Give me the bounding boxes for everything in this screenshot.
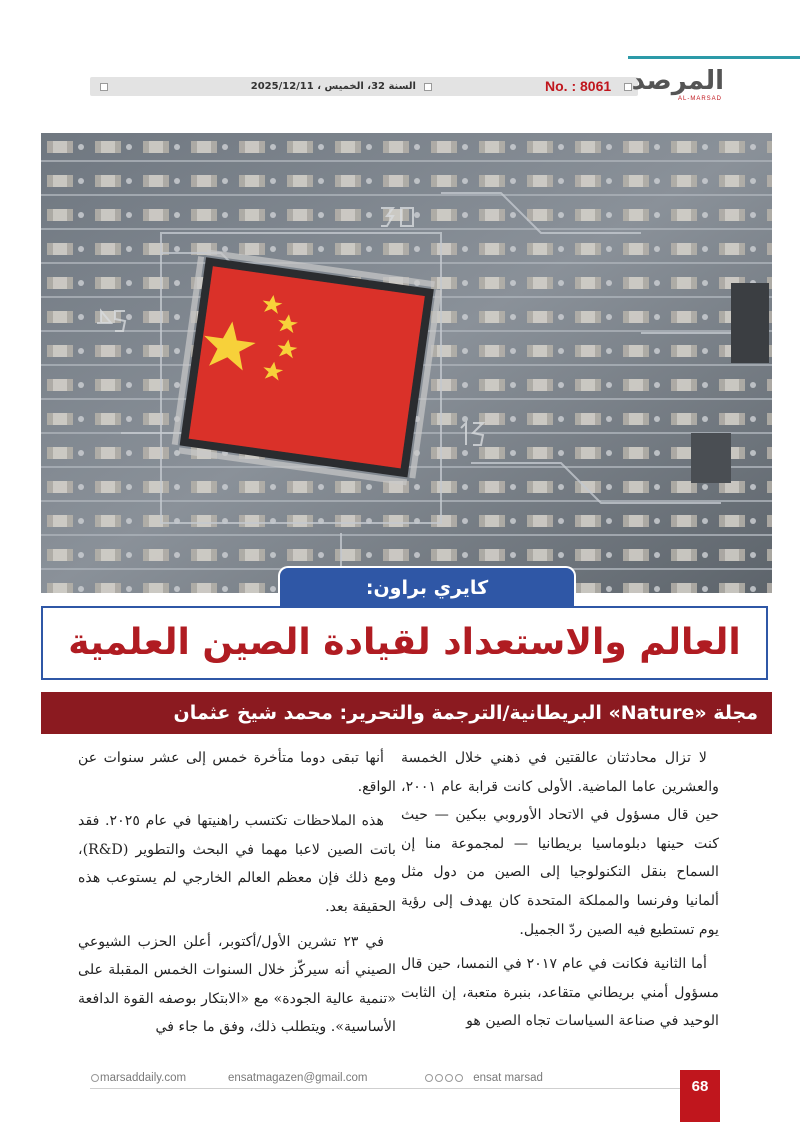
byline-bar: مجلة «Nature» البريطانية/الترجمة والتحرير: محمد شيخ عثمان <box>41 692 772 734</box>
header-bullet <box>424 83 432 91</box>
article-column-right <box>401 744 719 1042</box>
paragraph: في ٢٣ تشرين الأول/أكتوبر، أعلن الحزب الشيوعي الصيني أنه سيركّز خلال السنوات الخمس المقبلة على «تنمية عالية الجودة» مع «الابتكار بوصفه القوة الدافعة الأساسية». ويتطلب ذلك، وفق ما جاء في <box>78 933 396 1036</box>
hero-image <box>41 133 772 593</box>
instagram-icon <box>445 1074 453 1082</box>
publication-logo <box>631 66 724 104</box>
youtube-icon <box>455 1074 463 1082</box>
article-title: العالم والاستعداد لقيادة الصين العلمية <box>68 622 741 663</box>
facebook-icon <box>425 1074 433 1082</box>
title-box <box>41 606 768 680</box>
footer-social[interactable] <box>424 1070 543 1086</box>
article-column-left <box>78 744 396 1048</box>
header-accent-line <box>628 56 800 59</box>
twitter-icon <box>435 1074 443 1082</box>
logo-text: المرصد <box>631 66 724 96</box>
header-bullet <box>100 83 108 91</box>
paragraph: هذه الملاحظات تكتسب راهنيتها في عام ٢٠٢٥. فقد باتت الصين لاعبا مهما في البحث والتطوير (R&D)، ومع ذلك فإن معظم العالم الخارجي لم يستوعب هذه الحقيقة بعد. <box>78 813 396 915</box>
website-text: marsaddaily.com <box>100 1072 187 1084</box>
globe-icon <box>91 1074 99 1082</box>
author-tab: كايري براون: <box>278 566 576 610</box>
paragraph: لا تزال محادثتان عالقتين في ذهني خلال الخمسة والعشرين عاما الماضية. الأولى كانت قرابة عام ٢٠٠١، حين قال مسؤول في الاتحاد الأوروبي ببكين — حيث كنت حينها دبلوماسيا بريطانيا — لمجموعة منا إن السماح بنقل التكنولوجيا إلى الصين من دول مثل ألمانيا وفرنسا والمملكة المتحدة كان يهدف إلى رؤية يوم تستطيع فيه الصين ردّ الجميل. <box>401 750 719 938</box>
footer-website[interactable] <box>90 1070 186 1086</box>
social-handle: ensat marsad <box>473 1072 543 1084</box>
paragraph: أنها تبقى دوما متأخرة خمس إلى عشر سنوات عن الواقع. <box>78 750 396 795</box>
issue-number: No. : 8061 <box>545 78 612 94</box>
footer-email[interactable]: ensatmagazen@gmail.com <box>228 1072 368 1084</box>
logo-subtitle: AL-MARSAD <box>677 96 722 102</box>
issue-date: السنة 32، الخميس ، 2025/12/11 <box>250 81 416 92</box>
footer-divider <box>90 1088 680 1089</box>
page-number: 68 <box>680 1070 720 1122</box>
paragraph: أما الثانية فكانت في عام ٢٠١٧ في النمسا، حين قال مسؤول أمني بريطاني متقاعد، بنبرة متعبة، إن الثابت الوحيد في صناعة السياسات تجاه الصين هو <box>401 956 719 1030</box>
